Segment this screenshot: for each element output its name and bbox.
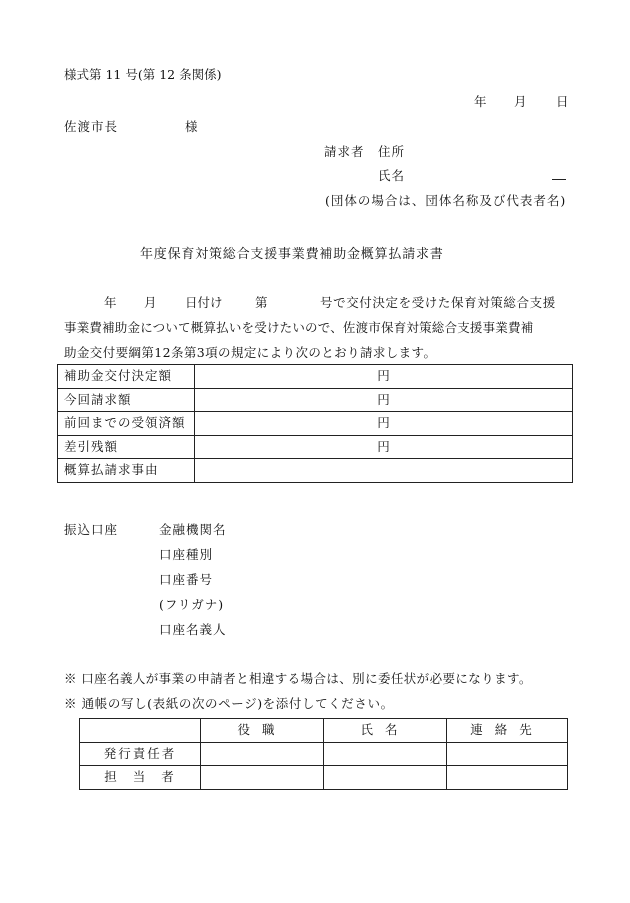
amount-label: 今回請求額 [58, 388, 195, 412]
body-year: 年 [104, 295, 117, 310]
table-row [80, 766, 568, 790]
addressee-name: 佐渡市長 [64, 119, 119, 134]
bank-label: 振込口座 [64, 522, 119, 537]
staff-cell[interactable] [324, 766, 447, 790]
staff-cell[interactable] [201, 766, 324, 790]
amount-value[interactable]: 円 [195, 412, 573, 436]
amount-table [57, 364, 573, 483]
row-label: 担当者 [80, 766, 201, 790]
table-row [58, 459, 573, 483]
bank-field: 金融機関名 [159, 522, 227, 537]
table-row [80, 719, 568, 743]
note-line: ※ 通帳の写し(表紙の次のページ)を添付してください。 [64, 696, 394, 711]
note-line: ※ 口座名義人が事業の申請者と相違する場合は、別に委任状が必要になります。 [64, 671, 532, 686]
staff-table [79, 718, 568, 790]
body-line3: 助金交付要綱第12条第3項の規定により次のとおり請求します。 [64, 345, 437, 360]
body-dated: 日付け [185, 295, 223, 310]
name-line [552, 179, 566, 180]
applicant-label: 請求者 [324, 144, 365, 159]
table-row [58, 365, 573, 389]
body-month: 月 [144, 295, 157, 310]
header-cell: 連絡先 [447, 719, 568, 743]
bank-field: 口座番号 [159, 572, 214, 587]
body-line1-rest: 号で交付決定を受けた保育対策総合支援 [320, 295, 556, 310]
bank-field: 口座種別 [159, 547, 214, 562]
amount-label: 前回までの受領済額 [58, 412, 195, 436]
date-year: 年 [474, 94, 487, 109]
staff-cell[interactable] [324, 742, 447, 766]
body-dai: 第 [255, 295, 268, 310]
table-row [58, 388, 573, 412]
amount-value[interactable]: 円 [195, 365, 573, 389]
amount-value[interactable]: 円 [195, 388, 573, 412]
reason-value[interactable] [195, 459, 573, 483]
staff-cell[interactable] [201, 742, 324, 766]
applicant-note: (団体の場合は、団体名称及び代表者名) [325, 193, 567, 208]
staff-cell[interactable] [447, 766, 568, 790]
amount-label: 補助金交付決定額 [58, 365, 195, 389]
table-row [58, 435, 573, 459]
bank-field: 口座名義人 [159, 622, 227, 637]
name-label: 氏名 [378, 168, 406, 183]
amount-value[interactable]: 円 [195, 435, 573, 459]
table-row [80, 742, 568, 766]
header-cell: 役職 [201, 719, 324, 743]
header-cell [80, 719, 201, 743]
table-row [58, 412, 573, 436]
addressee-honorific: 様 [185, 119, 198, 134]
bank-field: (フリガナ) [159, 597, 225, 612]
date-day: 日 [556, 94, 569, 109]
form-number: 様式第 11 号(第 12 条関係) [64, 67, 222, 82]
staff-cell[interactable] [447, 742, 568, 766]
amount-label: 差引残額 [58, 435, 195, 459]
amount-label: 概算払請求事由 [58, 459, 195, 483]
row-label: 発行責任者 [80, 742, 201, 766]
header-cell: 氏名 [324, 719, 447, 743]
address-label: 住所 [378, 144, 406, 159]
date-month: 月 [514, 94, 527, 109]
page-title: 年度保育対策総合支援事業費補助金概算払請求書 [140, 247, 444, 262]
body-line2: 事業費補助金について概算払いを受けたいので、佐渡市保育対策総合支援事業費補 [64, 320, 534, 335]
